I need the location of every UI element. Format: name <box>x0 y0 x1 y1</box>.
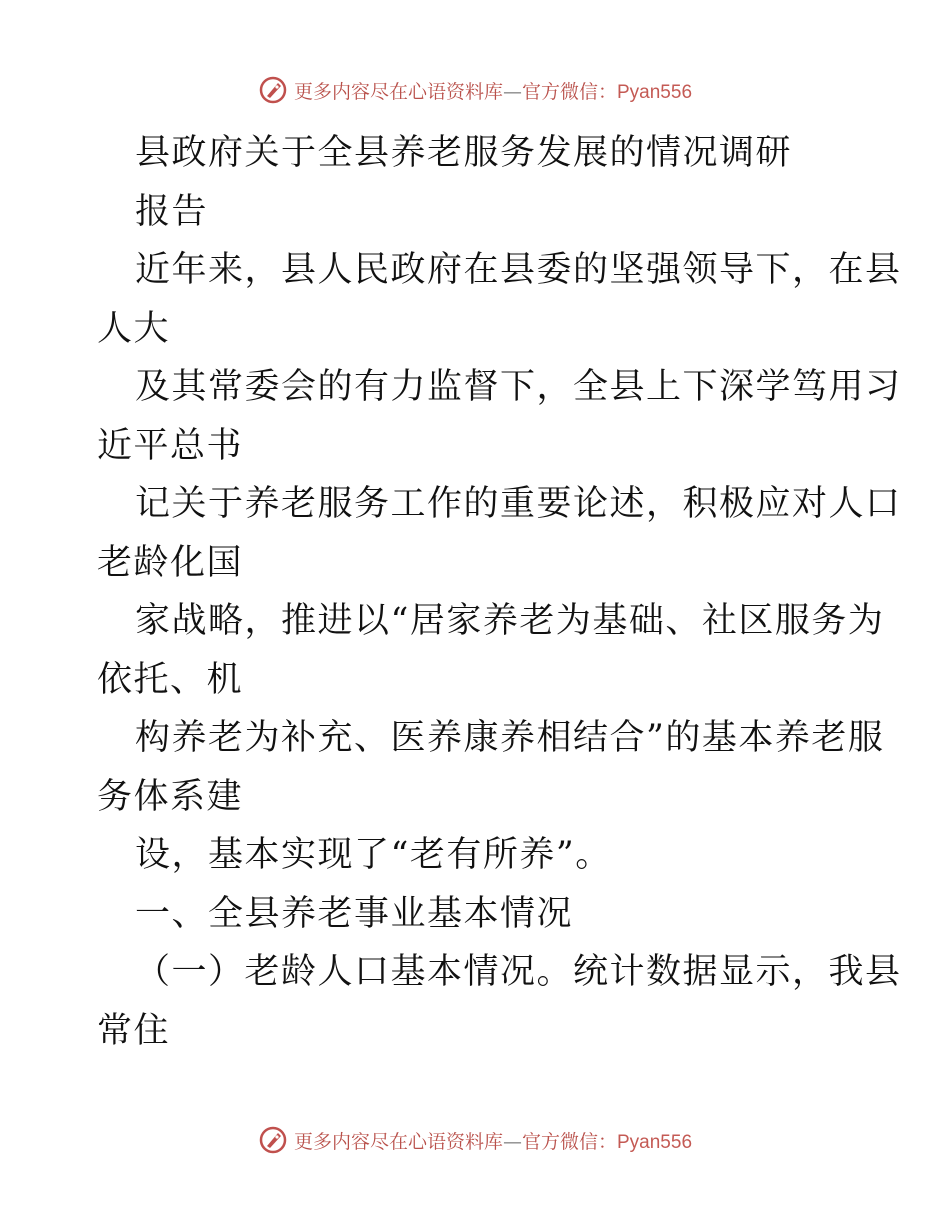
watermark-text: 更多内容尽在心语资料库—官方微信：Pyan556 <box>293 80 693 103</box>
paragraph-line: 人大 <box>97 308 171 349</box>
paragraph-line: 设，基本实现了“老有所养”。 <box>135 835 612 875</box>
watermark-text: 更多内容尽在心语资料库—官方微信：Pyan556 <box>293 1130 693 1153</box>
pen-nib-logo-icon <box>258 75 288 105</box>
paragraph-line: 构养老为补充、医养康养相结合”的基本养老服 <box>135 718 885 758</box>
pen-nib-logo-icon <box>258 1125 288 1155</box>
section-heading: 一、全县养老事业基本情况 <box>135 893 574 934</box>
document-body <box>97 124 902 1060</box>
paragraph-line: 及其常委会的有力监督下，全县上下深学笃用习 <box>135 367 902 407</box>
paragraph-line: 近平总书 <box>97 425 244 466</box>
paragraph-line: 记关于养老服务工作的重要论述，积极应对人口 <box>135 484 902 524</box>
paragraph-line: 务体系建 <box>97 776 244 817</box>
paragraph-line: 近年来，县人民政府在县委的坚强领导下，在县 <box>135 250 902 290</box>
header-watermark <box>0 70 950 110</box>
document-title-line-1: 县政府关于全县养老服务发展的情况调研 <box>135 133 793 173</box>
paragraph-line: 常住 <box>97 1010 171 1051</box>
paragraph-line: 依托、机 <box>97 659 244 700</box>
paragraph-line: 老龄化国 <box>97 542 244 583</box>
paragraph-line: （一）老龄人口基本情况。统计数据显示，我县 <box>135 952 902 992</box>
footer-watermark <box>0 1120 950 1160</box>
document-title-line-2: 报告 <box>135 191 209 232</box>
paragraph-line: 家战略，推进以“居家养老为基础、社区服务为 <box>135 601 885 641</box>
